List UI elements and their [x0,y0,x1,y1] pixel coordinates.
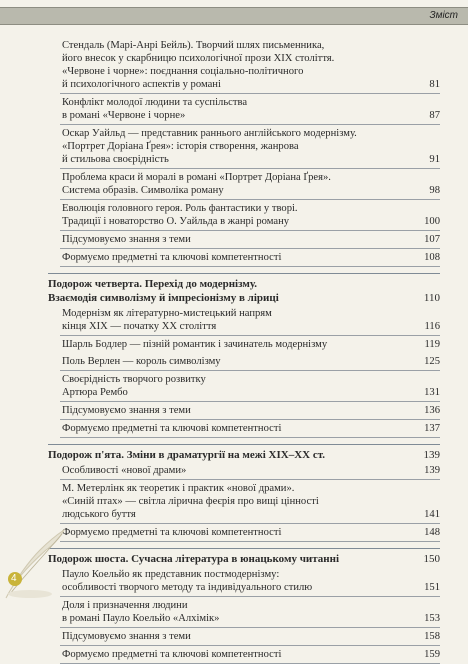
entry-page-number: 87 [429,110,440,121]
header-bar [0,7,468,25]
toc-entry [60,37,440,94]
section-heading [48,277,440,305]
toc-entry [60,353,440,371]
entry-title-line: його внесок у скарбницю психологічної прози XIX століття. [62,53,335,64]
entry-title-line: Система образів. Символіка роману [62,185,224,196]
section-divider [48,273,440,274]
toc-entry [60,628,440,646]
entry-title-line: Підсумовуємо знання з теми [62,405,191,416]
entry-title-line: Підсумовуємо знання з теми [62,234,191,245]
entry-title-line: Оскар Уайльд — представник раннього англійського модернізму. [62,128,357,139]
toc-entry [60,597,440,628]
toc-entry [60,94,440,125]
toc-entry [60,480,440,524]
entry-page-number: 159 [424,649,440,660]
section-divider [48,444,440,445]
section-heading-line: Подорож четверта. Перехід до модернізму. [48,278,257,290]
section-heading [48,552,440,566]
entry-title-line: в романі Пауло Коельйо «Алхімік» [62,613,220,624]
page-number-badge [8,570,30,590]
entry-title-line: особливості творчого методу та індивідуального стилю [62,582,313,593]
table-of-contents [48,37,440,664]
entry-page-number: 91 [429,154,440,165]
entry-page-number: 98 [429,185,440,196]
toc-entry [60,125,440,169]
entry-page-number: 148 [424,527,440,538]
toc-entry [60,420,440,438]
entry-page-number: 100 [424,216,440,227]
entry-title-line: Своєрідність творчого розвитку [62,374,206,385]
toc-entry [60,249,440,267]
entry-title-line: «Синій птах» — світла лірична феєрія про вищі цінності [62,496,319,507]
entry-title-line: Формуємо предметні та ключові компетентності [62,252,282,263]
toc-entry [60,169,440,200]
toc-entry [60,200,440,231]
entry-page-number: 137 [424,423,440,434]
section-heading-line: Взаємодія символізму й імпресіонізму в ліриці [48,292,279,304]
entry-page-number: 119 [424,339,440,350]
section-heading [48,448,440,462]
entry-page-number: 107 [424,234,440,245]
entry-title-line: й стильова своєрідність [62,154,169,165]
section-page-number: 139 [423,449,440,461]
entry-title-line: Артюра Рембо [62,387,128,398]
entry-title-line: й психологічного аспектів у романі [62,79,221,90]
entry-page-number: 108 [424,252,440,263]
entry-page-number: 125 [424,356,440,367]
entry-page-number: 131 [424,387,440,398]
entry-page-number: 158 [424,631,440,642]
section-heading-line: Подорож п'ята. Зміни в драматургії на межі XIX–XX ст. [48,449,326,461]
entry-page-number: 136 [424,405,440,416]
entry-title-line: Проблема краси й моралі в романі «Портрет Доріана Ґрея». [62,172,331,183]
entry-title-line: Модернізм як літературно-мистецький напрям [62,308,272,319]
entry-page-number: 153 [424,613,440,624]
section-heading-row [48,448,440,462]
section-divider [48,548,440,549]
entry-page-number: 81 [429,79,440,90]
section-heading-row [48,291,440,305]
entry-title-line: Формуємо предметні та ключові компетентності [62,527,282,538]
entry-title-line: Формуємо предметні та ключові компетентності [62,649,282,660]
entry-page-number: 151 [424,582,440,593]
entry-page-number: 116 [424,321,440,332]
entry-title-line: кінця XIX — початку XX століття [62,321,217,332]
toc-entry [60,371,440,402]
section-heading-line: Подорож шоста. Сучасна література в юнацькому читанні [48,553,340,565]
entry-title-line: Конфлікт молодої людини та суспільства [62,97,248,108]
toc-entry [60,305,440,336]
toc-entry [60,524,440,542]
entry-title-line: «Червоне і чорне»: поєднання соціально-політичного [62,66,304,77]
entry-title-line: Підсумовуємо знання з теми [62,631,191,642]
entry-page-number: 139 [424,465,440,476]
section-page-number: 110 [423,292,440,304]
toc-entry [60,566,440,597]
section-page-number: 150 [423,553,440,565]
entry-title-line: Стендаль (Марі-Анрі Бейль). Творчий шлях письменника, [62,40,325,51]
running-header-title: Зміст [429,10,458,21]
entry-title-line: «Портрет Доріана Ґрея»: історія створення, жанрова [62,141,299,152]
section-heading-row [48,552,440,566]
entry-title-line: Традиції і новаторство О. Уайльда в жанрі роману [62,216,290,227]
toc-entry [60,646,440,664]
entry-page-number: 141 [424,509,440,520]
entry-title-line: Шарль Бодлер — пізній романтик і зачинатель модернізму [62,339,328,350]
toc-entry [60,462,440,480]
entry-title-line: М. Метерлінк як теоретик і практик «нової драми». [62,483,295,494]
entry-title-line: Еволюція головного героя. Роль фантастики у творі. [62,203,298,214]
toc-entry [60,231,440,249]
toc-entry [60,402,440,420]
entry-title-line: Доля і призначення людини [62,600,188,611]
entry-title-line: Особливості «нової драми» [62,465,187,476]
page-number: 4 [11,573,17,584]
entry-title-line: Формуємо предметні та ключові компетентності [62,423,282,434]
entry-title-line: в романі «Червоне і чорне» [62,110,186,121]
toc-entry [60,336,440,353]
entry-title-line: людського буття [62,509,136,520]
entry-title-line: Поль Верлен — король символізму [62,356,221,367]
entry-title-line: Пауло Коельйо як представник постмодернізму: [62,569,280,580]
